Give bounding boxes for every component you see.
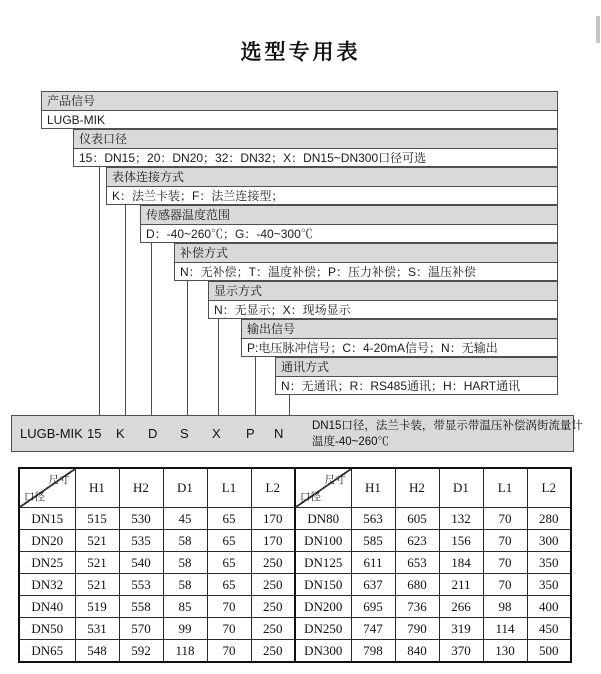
dim-cell: 156	[439, 530, 483, 552]
dim-cell: 130	[483, 640, 527, 663]
dn-cell: DN250	[295, 618, 351, 640]
dim-cell: 521	[75, 552, 119, 574]
table-row	[19, 618, 571, 640]
corner-label-diameter: 口径	[24, 492, 45, 503]
dim-cell: 637	[351, 574, 395, 596]
dim-cell: 65	[207, 574, 251, 596]
dim-cell: 531	[75, 618, 119, 640]
model-code-segment: S	[180, 426, 189, 441]
option-value: N：无通讯；R：RS485通讯；H：HART通讯	[276, 377, 557, 394]
option-label: 输出信号	[242, 320, 557, 339]
column-header: H2	[395, 468, 439, 508]
option-value: K：法兰卡装；F：法兰连接型；	[107, 187, 557, 204]
corner-label-size: 尺寸	[48, 475, 70, 486]
connector-line	[187, 281, 188, 415]
dn-cell: DN40	[19, 596, 75, 618]
dim-cell: 611	[351, 552, 395, 574]
dim-cell: 280	[527, 508, 571, 530]
dim-cell: 350	[527, 574, 571, 596]
option-box-output-signal	[241, 319, 558, 357]
dim-cell: 118	[163, 640, 207, 663]
column-header: L1	[207, 468, 251, 508]
table-row	[19, 574, 571, 596]
corner-cell	[19, 468, 75, 508]
dim-cell: 211	[439, 574, 483, 596]
option-label: 通讯方式	[276, 358, 557, 377]
dim-cell: 350	[527, 552, 571, 574]
model-code-prefix: LUGB-MIK	[20, 426, 83, 441]
dim-cell: 70	[483, 552, 527, 574]
dim-cell: 558	[119, 596, 163, 618]
option-label: 补偿方式	[175, 244, 557, 263]
column-header: H1	[351, 468, 395, 508]
option-value: LUGB-MIK	[42, 111, 557, 128]
dim-cell: 653	[395, 552, 439, 574]
column-header: D1	[439, 468, 483, 508]
dim-cell: 70	[207, 640, 251, 663]
corner-cell	[295, 468, 351, 508]
dn-cell: DN20	[19, 530, 75, 552]
model-code-segment: P	[246, 426, 255, 441]
dim-cell: 585	[351, 530, 395, 552]
dn-cell: DN125	[295, 552, 351, 574]
dim-cell: 592	[119, 640, 163, 663]
description-line: DN15口径，法兰卡装，带显示带温压补偿涡街流量计	[312, 420, 583, 432]
dim-cell: 521	[75, 574, 119, 596]
option-value: N：无补偿；T：温度补偿；P：压力补偿；S：温压补偿	[175, 263, 557, 280]
connector-line	[255, 357, 256, 415]
option-box-display-mode	[208, 281, 558, 319]
column-header: L2	[527, 468, 571, 508]
dim-cell: 530	[119, 508, 163, 530]
model-code-segment: K	[116, 426, 125, 441]
option-value: 15：DN15；20：DN20；32：DN32；X：DN15~DN300口径可选	[74, 149, 557, 166]
dimension-table	[18, 467, 572, 663]
dim-cell: 519	[75, 596, 119, 618]
dn-cell: DN32	[19, 574, 75, 596]
option-label: 产品信号	[42, 92, 557, 111]
dim-cell: 548	[75, 640, 119, 663]
dim-cell: 370	[439, 640, 483, 663]
model-code-segment: X	[212, 426, 221, 441]
description-line: 温度-40~260℃	[312, 435, 390, 448]
model-code-bar	[11, 415, 583, 452]
dim-cell: 266	[439, 596, 483, 618]
connector-line	[99, 167, 100, 415]
dim-cell: 570	[119, 618, 163, 640]
connector-line	[289, 395, 290, 415]
table-row	[19, 530, 571, 552]
column-header: L2	[251, 468, 295, 508]
dim-cell: 500	[527, 640, 571, 663]
dim-cell: 623	[395, 530, 439, 552]
dim-cell: 58	[163, 530, 207, 552]
dim-cell: 250	[251, 640, 295, 663]
dim-cell: 680	[395, 574, 439, 596]
dim-cell: 85	[163, 596, 207, 618]
dim-cell: 300	[527, 530, 571, 552]
dim-cell: 250	[251, 574, 295, 596]
model-code-segment: D	[148, 426, 158, 441]
model-code-segment: 15	[87, 426, 102, 441]
dim-cell: 840	[395, 640, 439, 663]
table-row	[19, 552, 571, 574]
dn-cell: DN25	[19, 552, 75, 574]
dim-cell: 400	[527, 596, 571, 618]
dim-cell: 250	[251, 552, 295, 574]
option-label: 仪表口径	[74, 130, 557, 149]
dim-cell: 70	[207, 618, 251, 640]
dim-cell: 70	[207, 596, 251, 618]
column-header: D1	[163, 468, 207, 508]
option-value: N：无显示；X：现场显示	[209, 301, 557, 318]
option-box-meter-diameter	[73, 129, 558, 167]
table-header-row	[19, 468, 571, 508]
option-label: 显示方式	[209, 282, 557, 301]
dn-cell: DN150	[295, 574, 351, 596]
dim-cell: 65	[207, 552, 251, 574]
dim-cell: 790	[395, 618, 439, 640]
option-label: 传感器温度范围	[141, 206, 557, 225]
column-header: L1	[483, 468, 527, 508]
scrollbar-thumb[interactable]	[596, 16, 600, 43]
corner-label-size: 尺寸	[324, 475, 346, 486]
dim-cell: 70	[483, 530, 527, 552]
corner-label-diameter: 口径	[300, 492, 321, 503]
option-box-product-signal	[41, 91, 558, 129]
option-label: 表体连接方式	[107, 168, 557, 187]
option-value: D：-40~260℃；G：-40~300℃	[141, 225, 557, 242]
dim-cell: 736	[395, 596, 439, 618]
dim-cell: 98	[483, 596, 527, 618]
dn-cell: DN50	[19, 618, 75, 640]
dim-cell: 540	[119, 552, 163, 574]
dim-cell: 170	[251, 530, 295, 552]
option-box-sensor-temp-range	[140, 205, 558, 243]
dim-cell: 99	[163, 618, 207, 640]
dim-cell: 250	[251, 618, 295, 640]
dim-cell: 515	[75, 508, 119, 530]
dn-cell: DN300	[295, 640, 351, 663]
dim-cell: 65	[207, 508, 251, 530]
model-code-description	[312, 419, 583, 450]
dim-cell: 695	[351, 596, 395, 618]
dim-cell: 250	[251, 596, 295, 618]
dn-cell: DN65	[19, 640, 75, 663]
dim-cell: 798	[351, 640, 395, 663]
table-row	[19, 640, 571, 663]
dim-cell: 65	[207, 530, 251, 552]
connector-line	[218, 319, 219, 415]
dn-cell: DN15	[19, 508, 75, 530]
dn-cell: DN200	[295, 596, 351, 618]
option-box-body-connection	[106, 167, 558, 205]
dim-cell: 747	[351, 618, 395, 640]
dim-cell: 450	[527, 618, 571, 640]
dim-cell: 319	[439, 618, 483, 640]
dim-cell: 184	[439, 552, 483, 574]
option-value: P:电压脉冲信号；C：4-20mA信号；N：无输出	[242, 339, 557, 356]
connector-line	[125, 205, 126, 415]
page-title: 选型专用表	[240, 41, 361, 64]
column-header: H1	[75, 468, 119, 508]
model-code-segment: N	[274, 426, 284, 441]
dim-cell: 58	[163, 552, 207, 574]
dim-cell: 70	[483, 508, 527, 530]
option-box-compensation	[174, 243, 558, 281]
dn-cell: DN80	[295, 508, 351, 530]
option-box-communication	[275, 357, 558, 395]
dn-cell: DN100	[295, 530, 351, 552]
table-row	[19, 596, 571, 618]
dim-cell: 58	[163, 574, 207, 596]
dim-cell: 70	[483, 574, 527, 596]
dim-cell: 521	[75, 530, 119, 552]
dim-cell: 605	[395, 508, 439, 530]
column-header: H2	[119, 468, 163, 508]
connector-line	[151, 243, 152, 415]
dim-cell: 132	[439, 508, 483, 530]
table-row	[19, 508, 571, 530]
dim-cell: 45	[163, 508, 207, 530]
dim-cell: 563	[351, 508, 395, 530]
dim-cell: 553	[119, 574, 163, 596]
dim-cell: 170	[251, 508, 295, 530]
dim-cell: 535	[119, 530, 163, 552]
dim-cell: 114	[483, 618, 527, 640]
